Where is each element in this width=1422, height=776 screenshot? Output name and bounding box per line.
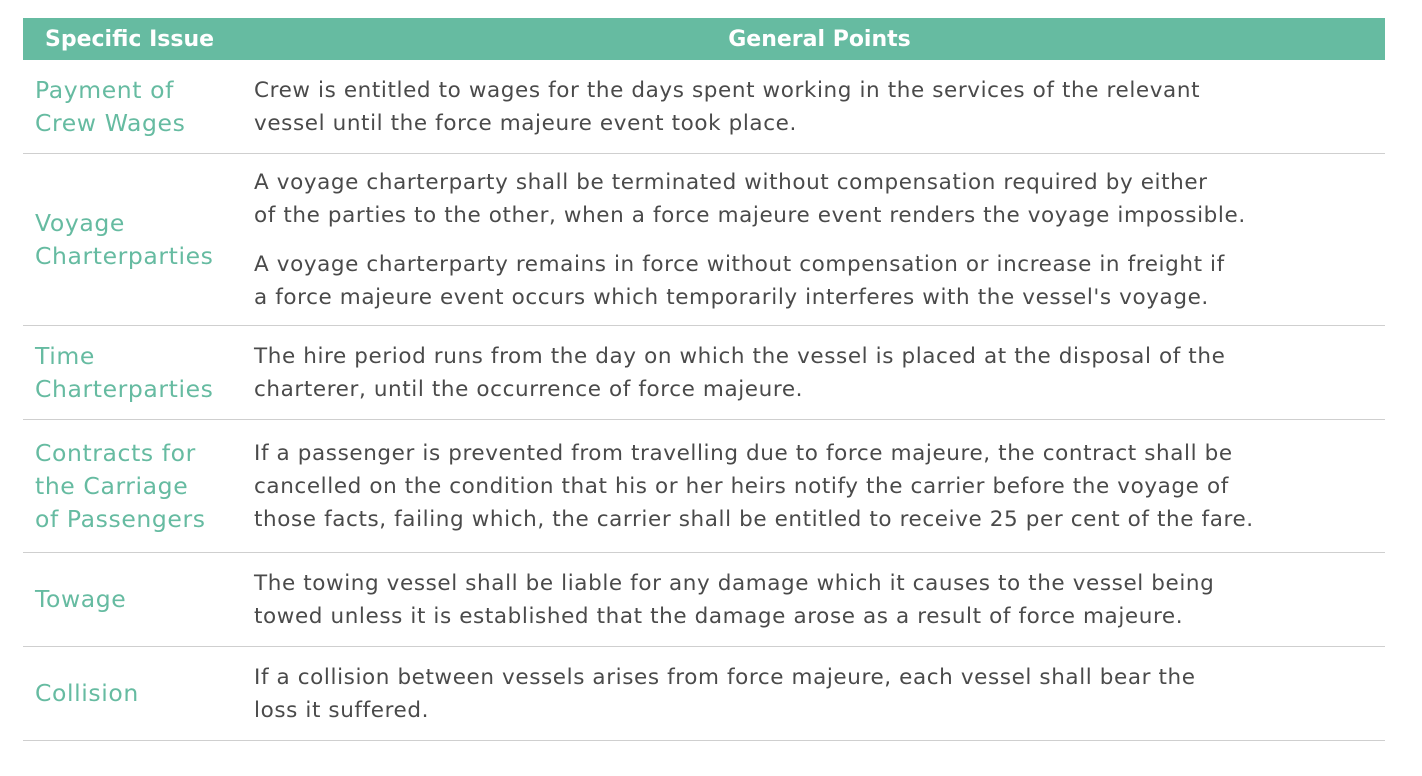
header-specific-issue: Specific Issue bbox=[45, 26, 215, 52]
point-line: A voyage charterparty shall be terminated without compensation required by either bbox=[254, 169, 1208, 195]
issue-line: Crew Wages bbox=[35, 108, 186, 137]
point-line: If a collision between vessels arises from force majeure, each vessel shall bear the bbox=[254, 664, 1196, 690]
point-line: loss it suffered. bbox=[254, 697, 430, 723]
point-line: those facts, failing which, the carrier shall be entitled to receive 25 per cent of the fare. bbox=[254, 506, 1254, 532]
specific-issue-cell bbox=[23, 60, 254, 153]
point-line: The towing vessel shall be liable for any damage which it causes to the vessel being bbox=[254, 570, 1215, 596]
specific-issue-cell bbox=[23, 553, 254, 646]
general-points-cell bbox=[254, 326, 1385, 419]
issue-line: Charterparties bbox=[35, 241, 214, 270]
issue-line: Payment of bbox=[35, 75, 175, 104]
specific-issue-cell bbox=[23, 647, 254, 740]
general-points-cell bbox=[254, 420, 1385, 552]
point-line: of the parties to the other, when a force majeure event renders the voyage impossible. bbox=[254, 202, 1246, 228]
point-line: towed unless it is established that the damage arose as a result of force majeure. bbox=[254, 603, 1184, 629]
table-row bbox=[23, 420, 1385, 553]
header-general-points: General Points bbox=[728, 26, 911, 52]
point-paragraph bbox=[254, 567, 1385, 633]
table-header bbox=[23, 18, 1385, 60]
specific-issue-cell bbox=[23, 326, 254, 419]
point-paragraph bbox=[254, 74, 1385, 140]
table-row bbox=[23, 553, 1385, 647]
general-points-cell bbox=[254, 60, 1385, 153]
general-points-cell bbox=[254, 553, 1385, 646]
issue-line: Towage bbox=[35, 585, 127, 613]
issue-line: Collision bbox=[35, 679, 139, 707]
issue-line: Time bbox=[35, 341, 95, 370]
point-line: Crew is entitled to wages for the days spent working in the services of the relevant bbox=[254, 77, 1201, 103]
point-line: a force majeure event occurs which temporarily interferes with the vessel's voyage. bbox=[254, 284, 1209, 310]
point-paragraph bbox=[254, 437, 1385, 536]
table-row bbox=[23, 60, 1385, 154]
table-row bbox=[23, 647, 1385, 741]
issue-line: Charterparties bbox=[35, 374, 214, 403]
point-paragraph bbox=[254, 248, 1385, 314]
point-paragraph bbox=[254, 340, 1385, 406]
issue-line: of Passengers bbox=[35, 504, 206, 533]
force-majeure-table bbox=[23, 18, 1385, 741]
issue-line: the Carriage bbox=[35, 471, 189, 500]
point-line: vessel until the force majeure event took place. bbox=[254, 110, 797, 136]
issue-line: Contracts for bbox=[35, 438, 196, 467]
point-line: The hire period runs from the day on which the vessel is placed at the disposal of the bbox=[254, 343, 1226, 369]
point-paragraph bbox=[254, 166, 1385, 232]
point-line: cancelled on the condition that his or her heirs notify the carrier before the voyage of bbox=[254, 473, 1229, 499]
general-points-cell bbox=[254, 647, 1385, 740]
issue-line: Voyage bbox=[35, 208, 125, 237]
point-line: A voyage charterparty remains in force without compensation or increase in freight if bbox=[254, 251, 1225, 277]
table-row bbox=[23, 154, 1385, 326]
point-paragraph bbox=[254, 661, 1385, 727]
table-row bbox=[23, 326, 1385, 420]
point-line: charterer, until the occurrence of force majeure. bbox=[254, 376, 804, 402]
specific-issue-cell bbox=[23, 420, 254, 552]
specific-issue-cell bbox=[23, 154, 254, 325]
general-points-cell bbox=[254, 154, 1385, 325]
point-line: If a passenger is prevented from travelling due to force majeure, the contract shall be bbox=[254, 440, 1233, 466]
